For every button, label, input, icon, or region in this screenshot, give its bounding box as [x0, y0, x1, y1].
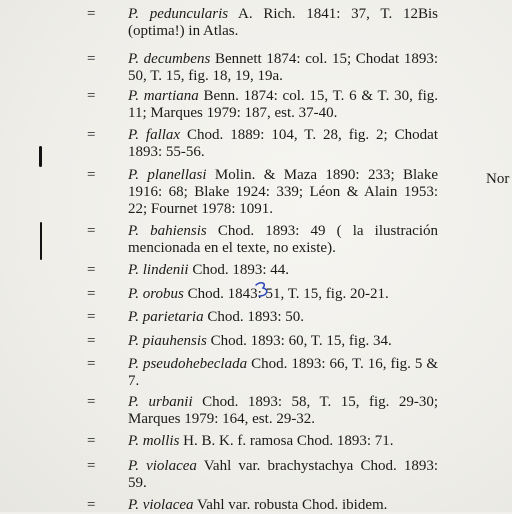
- citation-text: Benn. 1874: col. 15, T. 6 & T. 30, fig. 11; Marques 1979: 187, est. 37-40.: [128, 88, 438, 121]
- equals-sign: =: [87, 127, 96, 143]
- adjacent-page-text: Nor: [486, 171, 510, 187]
- equals-sign: =: [87, 458, 96, 474]
- equals-sign: =: [87, 433, 96, 449]
- equals-sign: =: [87, 167, 96, 183]
- equals-sign: =: [87, 262, 96, 278]
- equals-sign: =: [87, 88, 96, 104]
- equals-sign: =: [87, 356, 96, 372]
- citation-text: Vahl var. brachystachya Chod. 1893: 59.: [128, 458, 438, 491]
- binding-hole-mark: [39, 146, 42, 167]
- equals-sign: =: [87, 333, 96, 349]
- citation-text: Chod. 1893: 50.: [203, 309, 305, 325]
- taxon-name: P. bahiensis: [128, 223, 207, 239]
- equals-sign: =: [87, 223, 96, 239]
- citation-text: Chod. 1893: 58, T. 15, fig. 29-30; Marques 1979: 164, est. 29-32.: [128, 394, 439, 427]
- binding-hole-mark: [40, 222, 42, 260]
- citation-text: Chod. 1893: 60, T. 15, fig. 34.: [206, 333, 392, 349]
- citation-text: Chod. 1889: 104, T. 28, fig. 2; Chodat 1893: 55-56.: [128, 127, 438, 160]
- taxon-name: P. decumbens: [128, 51, 211, 67]
- equals-sign: =: [87, 309, 96, 325]
- citation-text: Chod. 1843: 51, T. 15, fig. 20-21.: [183, 286, 389, 302]
- taxon-name: P. mollis: [128, 433, 180, 449]
- taxon-name: P. planellasi: [128, 167, 207, 183]
- taxon-name: P. martiana: [128, 88, 199, 104]
- taxon-name: P. pseudohebeclada: [128, 356, 248, 372]
- taxon-name: P. urbanii: [128, 394, 193, 410]
- equals-sign: =: [87, 6, 96, 22]
- equals-sign: =: [87, 51, 96, 67]
- citation-text: Chod. 1893: 66, T. 16, fig. 5 & 7.: [128, 356, 439, 389]
- equals-sign: =: [87, 286, 96, 302]
- citation-text: Chod. 1893: 44.: [188, 262, 289, 278]
- citation-text: A. Rich. 1841: 37, T. 12Bis (optima!) in Atlas.: [128, 6, 438, 39]
- taxon-name: P. lindenii: [128, 262, 189, 278]
- taxon-name: P. peduncularis: [128, 6, 229, 22]
- citation-text: H. B. K. f. ramosa Chod. 1893: 71.: [179, 433, 394, 449]
- equals-sign: =: [87, 497, 96, 513]
- taxon-name: P. violacea: [128, 458, 197, 474]
- citation-text: Chod. 1893: 49 ( la ilustración mencionada en el texte, no existe).: [128, 223, 438, 256]
- equals-sign: =: [87, 394, 96, 410]
- citation-text: Molin. & Maza 1890: 233; Blake 1916: 68; Blake 1924: 339; Léon & Alain 1953: 22; Fournet 1978: 1091.: [128, 167, 438, 217]
- citation-text: Bennett 1874: col. 15; Chodat 1893: 50, T. 15, fig. 18, 19, 19a.: [128, 51, 438, 84]
- taxon-name: P. parietaria: [128, 309, 204, 325]
- taxon-name: P. violacea: [128, 497, 194, 513]
- taxon-name: P. piauhensis: [128, 333, 207, 349]
- citation-text: Vahl var. robusta Chod. ibidem.: [193, 497, 388, 513]
- taxon-name: P. orobus: [128, 286, 184, 302]
- taxon-name: P. fallax: [128, 127, 181, 143]
